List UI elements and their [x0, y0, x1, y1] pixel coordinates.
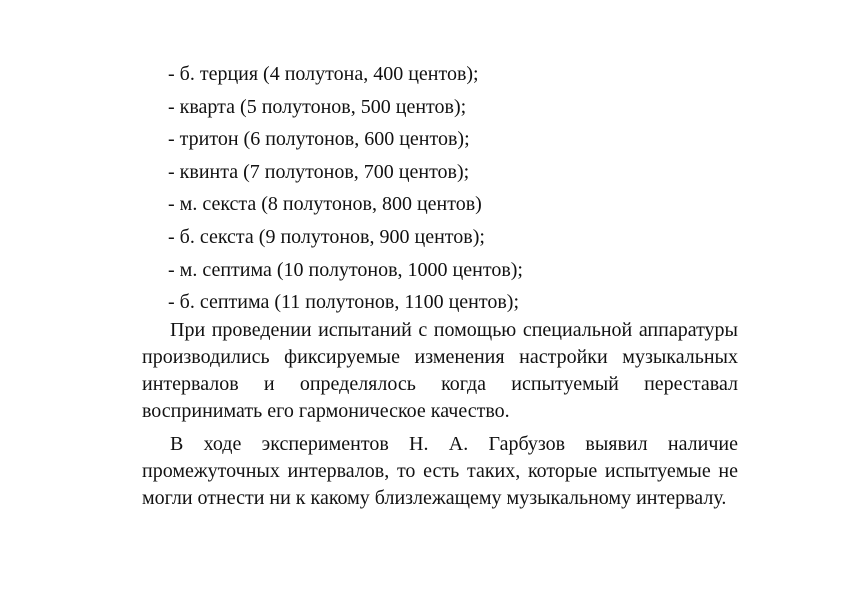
paragraph-garbuzov-findings: В ходе экспериментов Н. А. Гарбузов выявил наличие промежуточных интервалов, то есть таких, которые испытуемые не могли отнести ни к какому близлежащему музыкальному интервалу. [142, 433, 738, 509]
list-item: - кварта (5 полутонов, 500 центов); [168, 95, 467, 118]
list-item: - б. секста (9 полутонов, 900 центов); [168, 225, 485, 248]
paragraph-testing-method: При проведении испытаний с помощью специальной аппаратуры производились фиксируемые изменения настройки музыкальных интервалов и определялось когда испытуемый переставал воспринимать его гармоническое качество. [142, 319, 738, 422]
list-item: - тритон (6 полутонов, 600 центов); [168, 128, 470, 151]
list-item: - б. терция (4 полутона, 400 центов); [168, 63, 479, 85]
list-item: - м. септима (10 полутонов, 1000 центов); [168, 258, 523, 281]
list-item: - квинта (7 полутонов, 700 центов); [168, 160, 470, 183]
list-item: - м. секста (8 полутонов, 800 центов) [168, 193, 482, 216]
interval-list [168, 58, 523, 319]
list-item: - б. септима (11 полутонов, 1100 центов); [168, 291, 520, 314]
